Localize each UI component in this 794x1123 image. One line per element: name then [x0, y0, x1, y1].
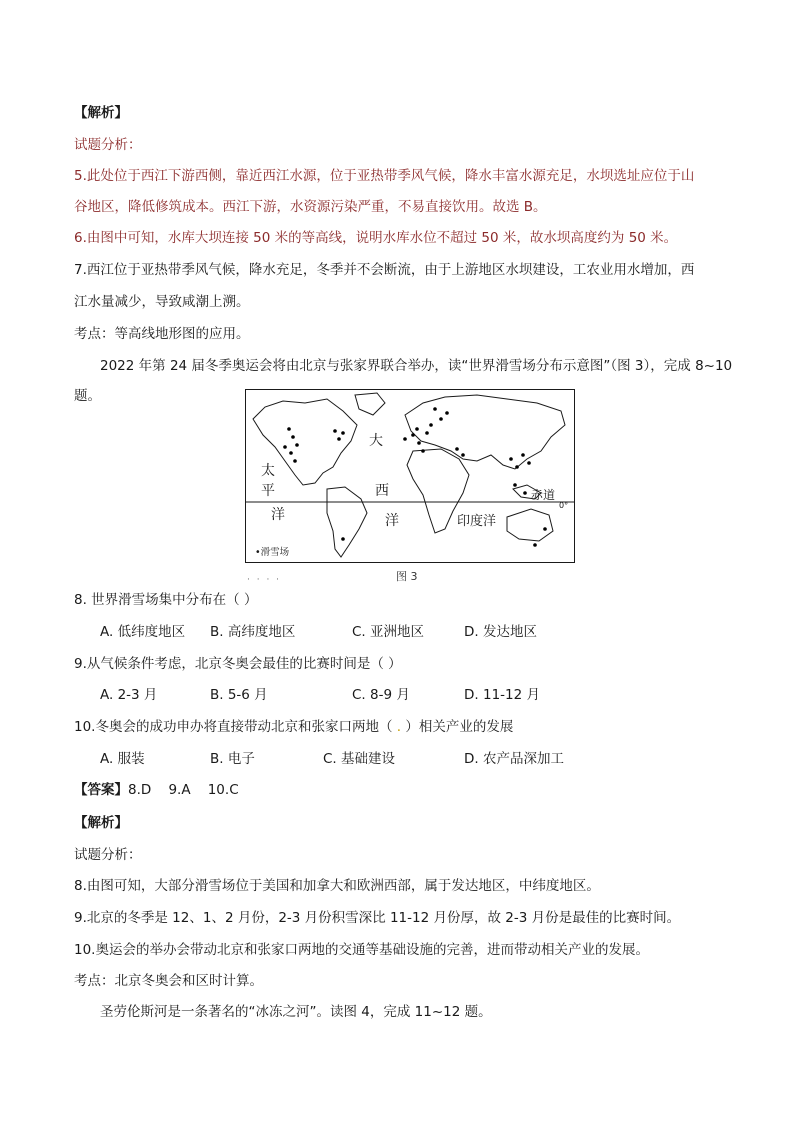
next-question-intro: 圣劳伦斯河是一条著名的“冰冻之河”。读图 4，完成 11~12 题。 [100, 1004, 492, 1020]
answer-text: 8.D 9.A 10.C [128, 782, 239, 798]
map-label-tai: 太 [261, 463, 275, 479]
q10-option-c: C. 基础建设 [323, 751, 396, 767]
analysis-label-1: 试题分析： [74, 137, 142, 153]
map-label-equator: 赤道 [531, 488, 556, 502]
map-label-ping: 平 [261, 483, 275, 499]
map-scan-marks: · · · · [247, 575, 282, 585]
q10-stem-before: 10.冬奥会的成功申办将直接带动北京和张家口两地（ [74, 719, 393, 735]
q5-analysis-line2: 谷地区，降低修筑成本。西江下游，水资源污染严重，不易直接饮用。故选 B。 [74, 199, 547, 215]
kaodian-2: 考点：北京冬奥会和区时计算。 [74, 973, 263, 989]
q10-analysis: 10.奥运会的举办会带动北京和张家口两地的交通等基础设施的完善，进而带动相关产业的发展。 [74, 942, 649, 958]
map-label-yang2: 洋 [385, 513, 399, 529]
kaodian-1: 考点：等高线地形图的应用。 [74, 326, 250, 342]
q9-option-a: A. 2-3 月 [100, 687, 158, 703]
q9-analysis: 9.北京的冬季是 12、1、2 月份，2-3 月份积雪深比 11-12 月份厚，故 2-3 月份是最佳的比赛时间。 [74, 910, 681, 926]
q10-option-d: D. 农产品深加工 [464, 751, 564, 767]
map-label-yang1: 洋 [271, 507, 285, 523]
q5-analysis-line1: 5.此处位于西江下游西侧，靠近西江水源，位于亚热带季风气候，降水丰富水源充足，水坝选址应位于山 [74, 168, 695, 184]
q9-option-d: D. 11-12 月 [464, 687, 540, 703]
q10-stem-after: ）相关产业的发展 [405, 719, 514, 735]
q9-option-c: C. 8-9 月 [352, 687, 410, 703]
q8-option-b: B. 高纬度地区 [210, 624, 296, 640]
map-label-indian-ocean: 印度洋 [457, 514, 497, 529]
q8-option-d: D. 发达地区 [464, 624, 537, 640]
q7-analysis-line1: 7.西江位于亚热带季风气候，降水充足，冬季并不会断流，由于上游地区水坝建设，工农业用水增加，西 [74, 262, 695, 278]
q6-analysis: 6.由图中可知，水库大坝连接 50 米的等高线，说明水库水位不超过 50 米，故水坝高度约为 50 米。 [74, 230, 678, 246]
analysis-heading-2: 【解析】 [74, 815, 128, 831]
q10-blank: . [392, 719, 406, 735]
q9-stem: 9.从气候条件考虑，北京冬奥会最佳的比赛时间是（ ） [74, 656, 402, 672]
q7-analysis-line2: 江水量减少，导致咸潮上溯。 [74, 294, 250, 310]
map-label-zero-degree: 0° [559, 501, 569, 510]
q8-option-a: A. 低纬度地区 [100, 624, 186, 640]
q8-analysis: 8.由图可知，大部分滑雪场位于美国和加拿大和欧洲西部，属于发达地区，中纬度地区。 [74, 878, 600, 894]
analysis-label-2: 试题分析： [74, 847, 142, 863]
map-label-xi: 西 [375, 483, 389, 499]
q8-option-c: C. 亚洲地区 [352, 624, 425, 640]
intro-line1: 2022 年第 24 届冬季奥运会将由北京与张家界联合举办，读“世界滑雪场分布示意图”（图 3），完成 8~10 [100, 358, 733, 374]
q10-stem [74, 717, 513, 737]
answer-label: 【答案】 [74, 782, 128, 798]
q9-option-b: B. 5-6 月 [210, 687, 268, 703]
map-label-da: 大 [369, 433, 383, 449]
answer-line [74, 780, 239, 800]
intro-line2: 题。 [74, 388, 101, 404]
world-ski-map [245, 389, 575, 563]
q10-option-b: B. 电子 [210, 751, 255, 767]
analysis-heading-1: 【解析】 [74, 105, 128, 121]
map-caption: 图 3 [396, 570, 418, 583]
q10-option-a: A. 服装 [100, 751, 145, 767]
q8-stem: 8. 世界滑雪场集中分布在（ ） [74, 592, 258, 608]
map-legend: •滑雪场 [255, 547, 290, 558]
